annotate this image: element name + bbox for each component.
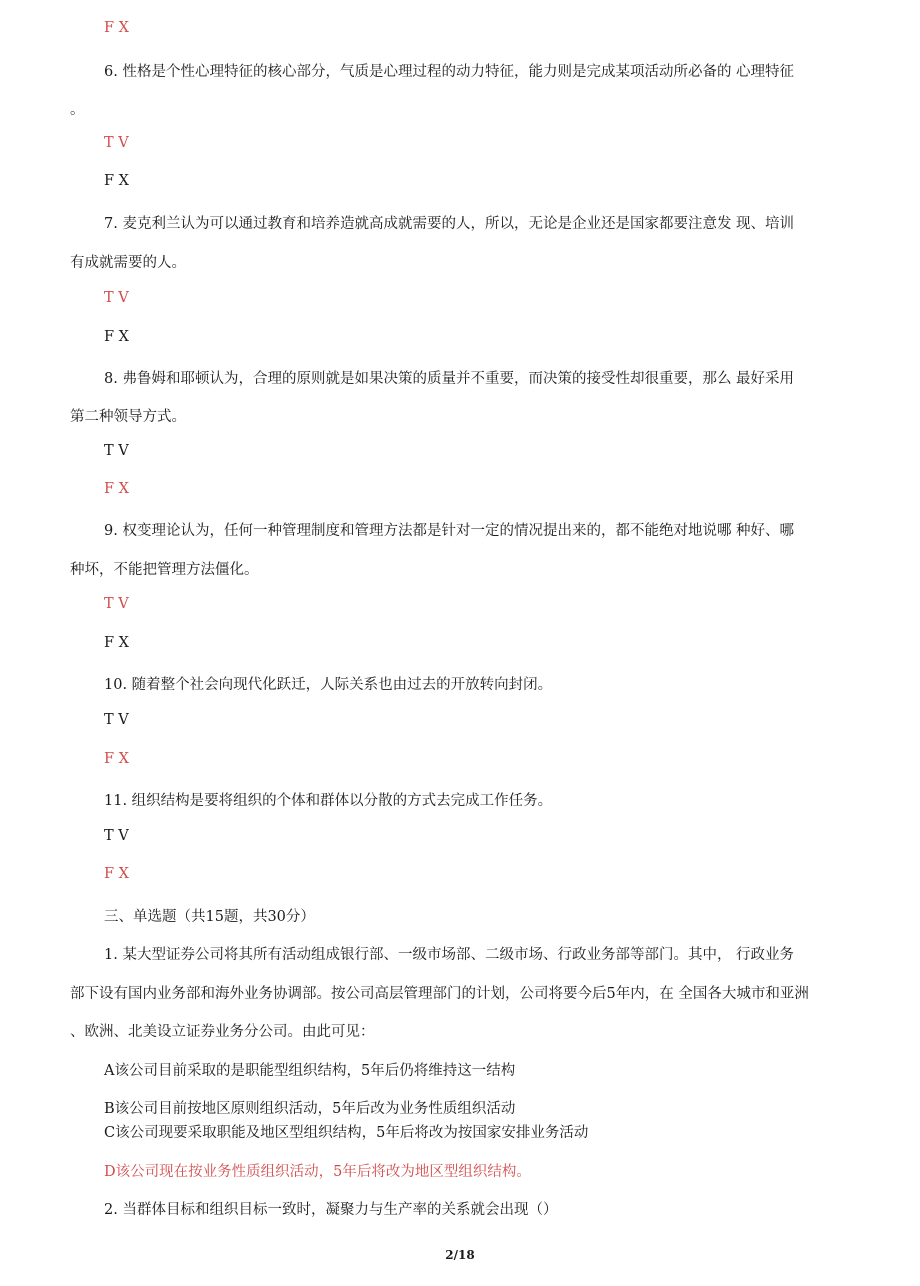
question-7: 7. 麦克利兰认为可以通过教育和培养造就高成就需要的人，所以，无论是企业还是国家都要注意发 现、培训 (104, 216, 795, 232)
answer-f: F X (104, 866, 129, 882)
answer-f: F X (104, 329, 129, 345)
answer-t: T V (104, 443, 129, 459)
answer-f: F X (104, 481, 129, 497)
answer-t: T V (104, 596, 129, 612)
question-8-cont: 第二种领导方式。 (70, 409, 186, 425)
answer-f: F X (104, 20, 129, 36)
answer-f: F X (104, 635, 129, 651)
answer-f: F X (104, 173, 129, 189)
answer-t: T V (104, 828, 129, 844)
answer-t: T V (104, 290, 129, 306)
question-10: 10. 随着整个社会向现代化跃迁，人际关系也由过去的开放转向封闭。 (104, 677, 553, 693)
page-number: 2/18 (445, 1248, 475, 1262)
mc-question-1: 1. 某大型证券公司将其所有活动组成银行部、一级市场部、二级市场、行政业务部等部门。其中， 行政业务 (104, 947, 795, 963)
option-b: B该公司目前按地区原则组织活动，5年后改为业务性质组织活动 (104, 1101, 516, 1117)
question-8: 8. 弗鲁姆和耶顿认为，合理的原则就是如果决策的质量并不重要，而决策的接受性却很重要，那么 最好采用 (104, 371, 795, 387)
answer-t: T V (104, 712, 129, 728)
option-c: C该公司现要采取职能及地区型组织结构，5年后将改为按国家安排业务活动 (104, 1125, 589, 1141)
question-6: 6. 性格是个性心理特征的核心部分，气质是心理过程的动力特征，能力则是完成某项活动所必备的 心理特征 (104, 64, 795, 80)
question-11: 11. 组织结构是要将组织的个体和群体以分散的方式去完成工作任务。 (104, 793, 553, 809)
mc-question-1-cont: 部下设有国内业务部和海外业务协调部。按公司高层管理部门的计划，公司将要今后5年内，在 全国各大城市和亚洲 (70, 986, 809, 1002)
question-9-cont: 种坏，不能把管理方法僵化。 (70, 562, 259, 578)
question-7-cont: 有成就需要的人。 (70, 255, 186, 271)
mc-question-1-cont: 、欧洲、北美设立证券业务分公司。由此可见： (70, 1024, 375, 1040)
answer-f: F X (104, 751, 129, 767)
section-heading: 三、单选题（共15题，共30分） (104, 909, 315, 925)
question-9: 9. 权变理论认为，任何一种管理制度和管理方法都是针对一定的情况提出来的，都不能绝对地说哪 种好、哪 (104, 523, 795, 539)
mc-question-2: 2. 当群体目标和组织目标一致时，凝聚力与生产率的关系就会出现（） (104, 1202, 558, 1218)
answer-t: T V (104, 135, 129, 151)
option-d: D该公司现在按业务性质组织活动，5年后将改为地区型组织结构。 (104, 1164, 531, 1180)
option-a: A该公司目前采取的是职能型组织结构，5年后仍将维持这一结构 (104, 1063, 516, 1079)
question-6-cont: 。 (70, 102, 85, 118)
